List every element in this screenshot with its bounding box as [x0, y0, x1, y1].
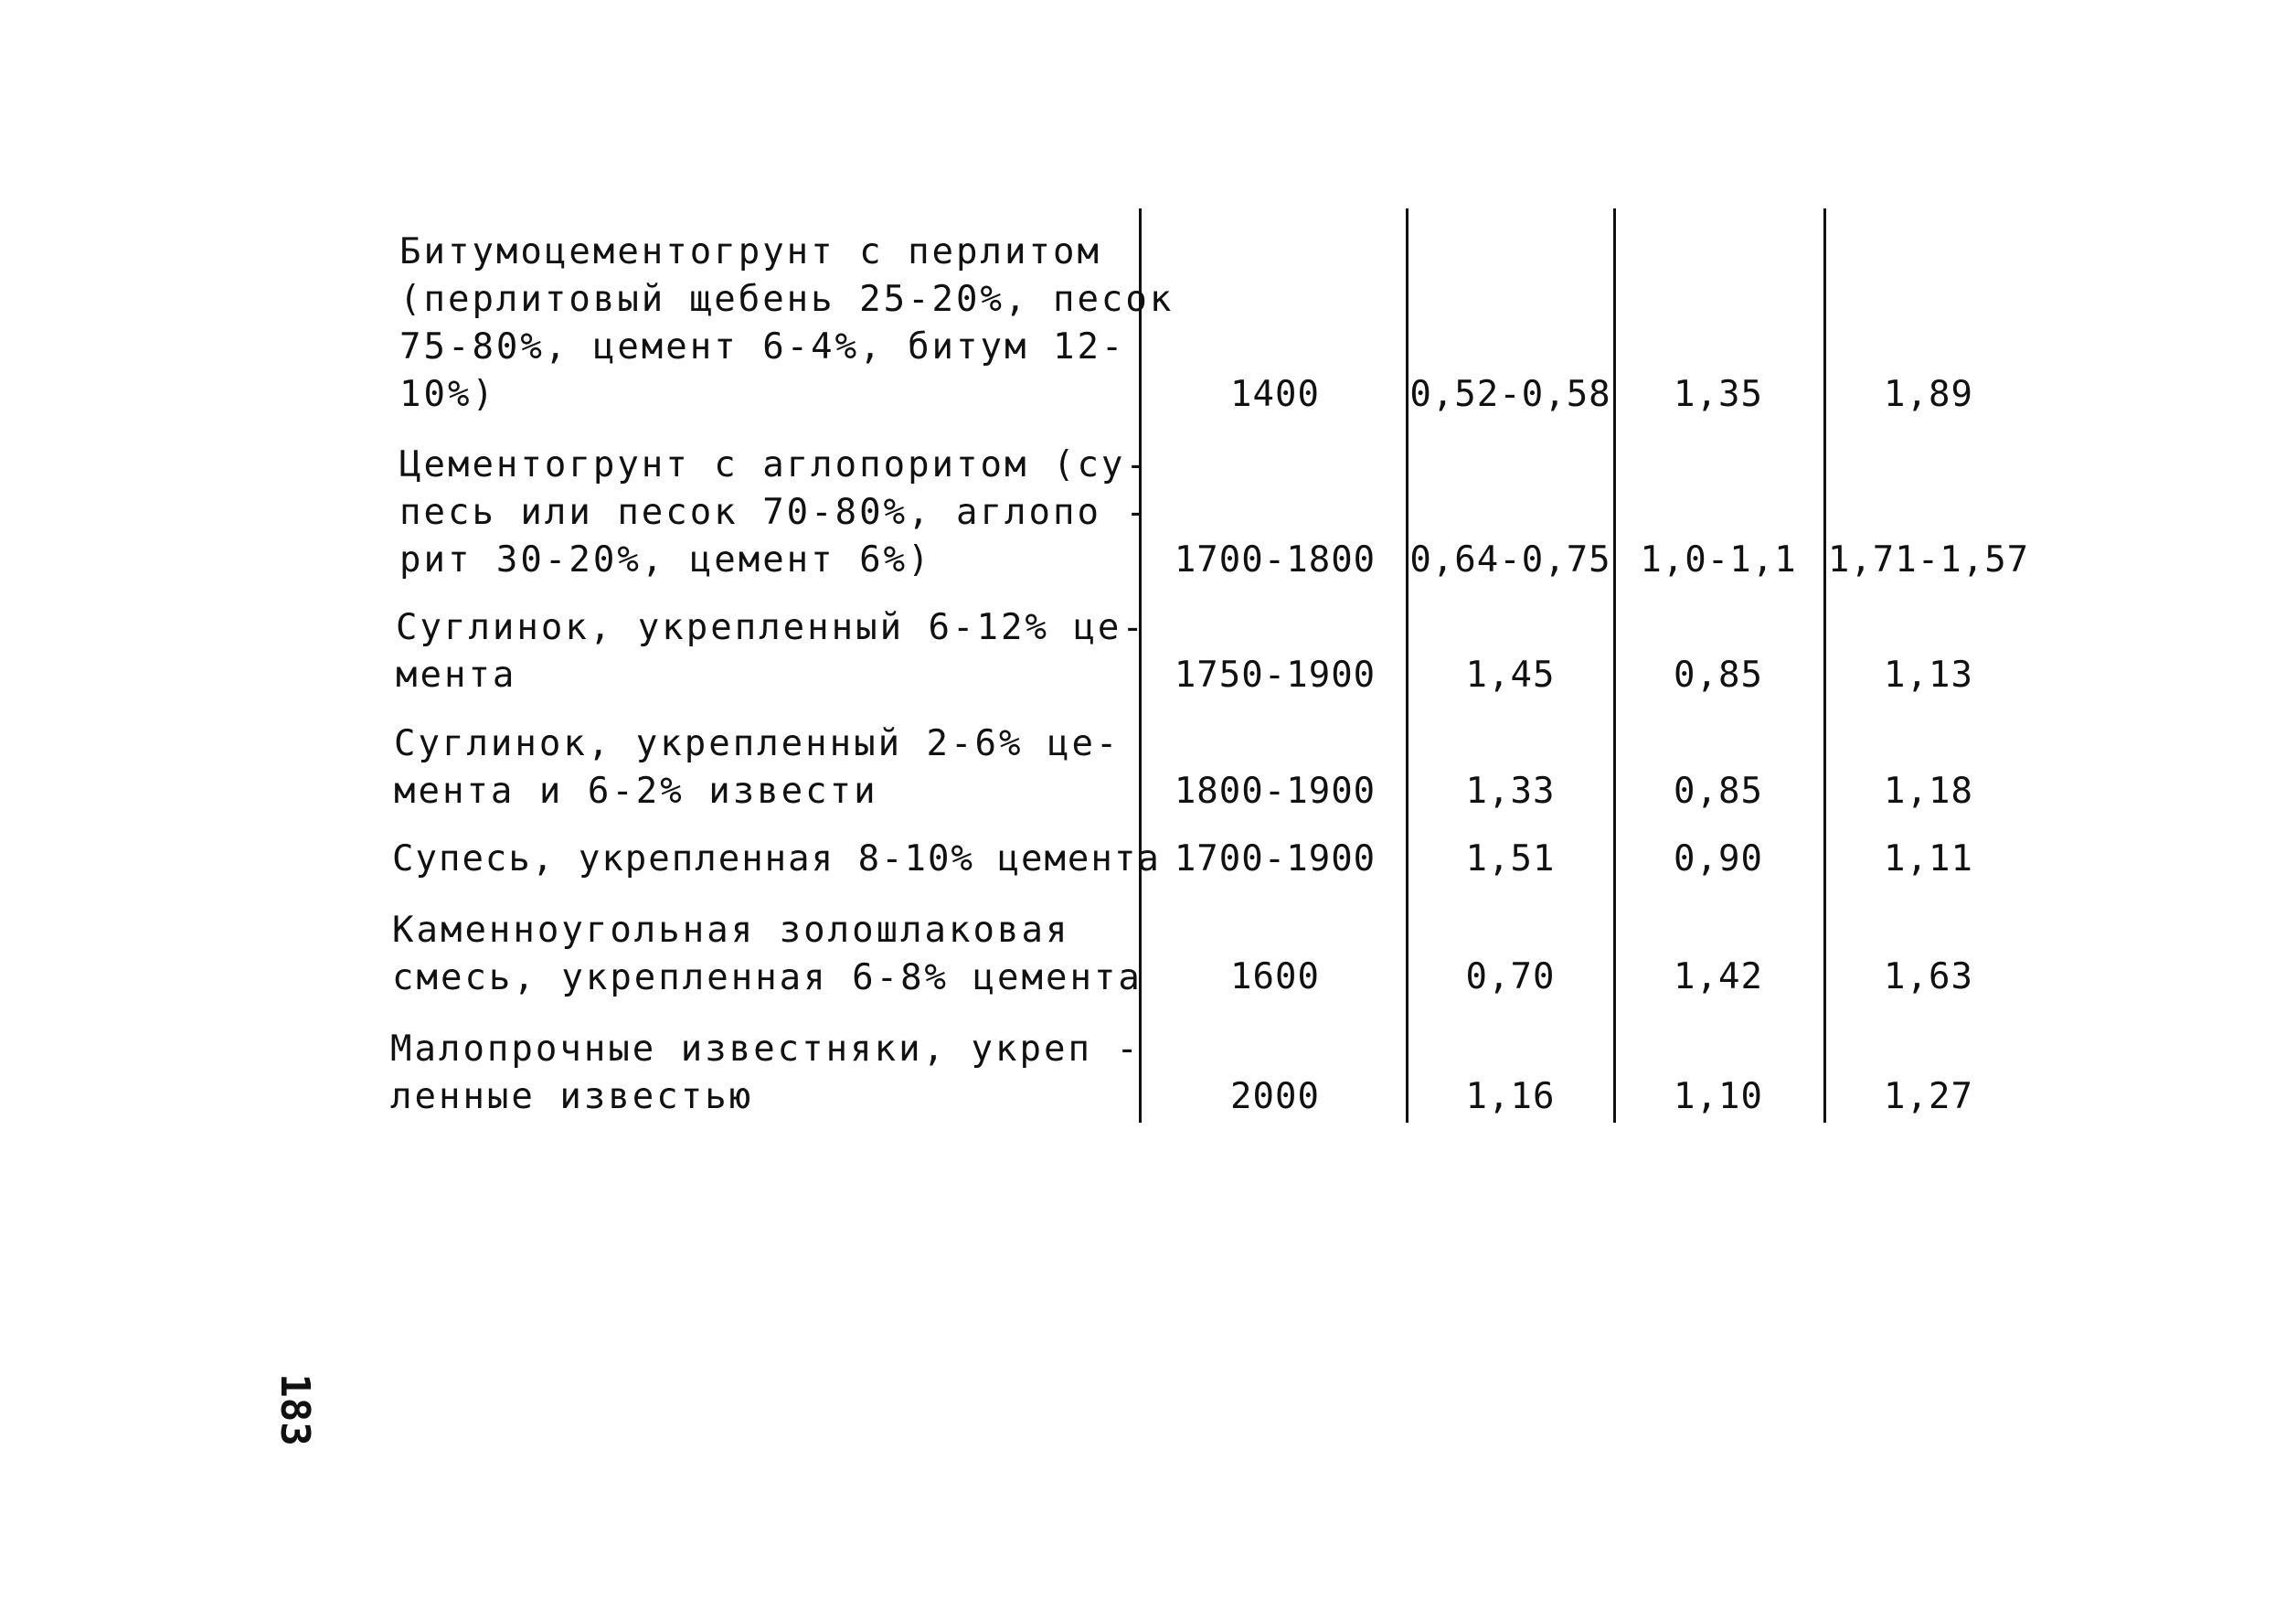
row-1-desc-line-1: Битумоцементогрунт с перлитом [399, 231, 1101, 272]
row-5-description [392, 836, 1161, 883]
row-5-col-2: 1,51 [1465, 838, 1556, 879]
row-2-desc-line-1: Цементогрунт с аглопоритом (су- [399, 444, 1150, 485]
row-2-col-3: 1,0-1,1 [1640, 539, 1797, 581]
row-6-desc-line-2: смесь, укрепленная 6-8% цемента [392, 957, 1143, 998]
row-2-description [399, 442, 1150, 584]
row-3-col-1: 1750-1900 [1174, 655, 1377, 696]
row-1-description [399, 229, 1174, 419]
row-3-col-2: 1,45 [1465, 655, 1556, 696]
row-7-col-1: 2000 [1230, 1076, 1320, 1117]
row-5-col-4: 1,11 [1884, 838, 1973, 879]
row-3-description [396, 604, 1146, 699]
row-6-col-2: 0,70 [1465, 956, 1556, 997]
row-6-col-1: 1600 [1230, 956, 1320, 997]
row-3-col-3: 0,85 [1674, 655, 1763, 696]
row-3-desc-line-1: Суглинок, укрепленный 6-12% це- [396, 607, 1146, 648]
row-7-description [390, 1026, 1141, 1121]
row-4-col-3: 0,85 [1674, 771, 1763, 812]
row-4-description [394, 720, 1120, 815]
row-1-col-3: 1,35 [1674, 374, 1763, 415]
row-2-col-4: 1,71-1,57 [1827, 539, 2030, 581]
row-6-desc-line-1: Каменноугольная золошлаковая [392, 910, 1070, 951]
row-1-col-4: 1,89 [1884, 374, 1973, 415]
row-1-desc-line-4: 10%) [399, 374, 496, 415]
page-number: 183 [271, 1373, 318, 1446]
row-4-col-4: 1,18 [1884, 771, 1973, 812]
row-7-desc-line-1: Малопрочные известняки, укреп - [390, 1029, 1141, 1070]
row-1-desc-line-3: 75-80%, цемент 6-4%, битум 12- [399, 326, 1126, 368]
row-7-desc-line-2: ленные известью [390, 1076, 754, 1117]
row-4-desc-line-2: мента и 6-2% извести [394, 771, 878, 812]
row-2-col-2: 0,64-0,75 [1409, 539, 1611, 581]
row-7-col-3: 1,10 [1674, 1076, 1763, 1117]
row-5-col-1: 1700-1900 [1174, 838, 1377, 879]
row-5-desc-line-1: Супесь, укрепленная 8-10% цемента [392, 838, 1161, 879]
row-4-desc-line-1: Суглинок, укрепленный 2-6% це- [394, 723, 1121, 764]
row-3-desc-line-2: мента [396, 655, 517, 696]
row-5-col-3: 0,90 [1674, 838, 1763, 879]
row-4-col-2: 1,33 [1465, 771, 1556, 812]
row-7-col-4: 1,27 [1884, 1076, 1973, 1117]
row-1-col-2: 0,52-0,58 [1409, 374, 1611, 415]
row-2-col-1: 1700-1800 [1174, 539, 1377, 581]
row-6-col-4: 1,63 [1884, 956, 1973, 997]
row-2-desc-line-2: песь или песок 70-80%, аглопо - [399, 492, 1150, 533]
row-1-desc-line-2: (перлитовый щебень 25-20%, песок [399, 279, 1175, 320]
row-6-col-3: 1,42 [1674, 956, 1763, 997]
row-6-description [392, 907, 1143, 1002]
row-4-col-1: 1800-1900 [1174, 771, 1377, 812]
row-3-col-4: 1,13 [1884, 655, 1973, 696]
row-1-col-1: 1400 [1230, 374, 1320, 415]
row-2-desc-line-3: рит 30-20%, цемент 6%) [399, 539, 932, 581]
row-7-col-2: 1,16 [1465, 1076, 1556, 1117]
